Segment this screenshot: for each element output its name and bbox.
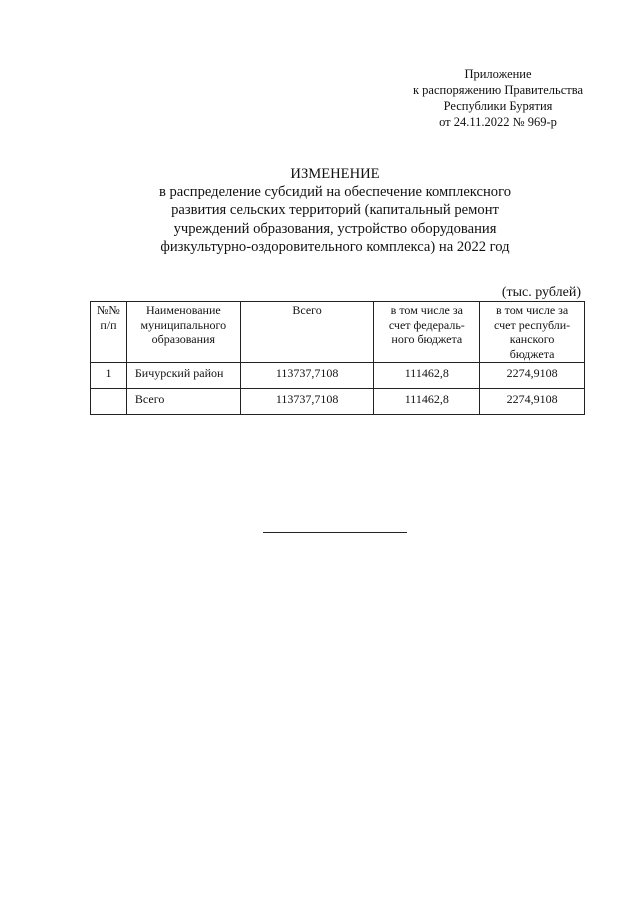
appendix-line-3: Республики Бурятия (443, 99, 553, 113)
cell-num (91, 389, 127, 415)
cell-federal: 111462,8 (374, 363, 480, 389)
appendix-line-1: Приложение (464, 67, 532, 81)
header-municipality (126, 302, 240, 363)
title-heading: ИЗМЕНЕНИЕ (290, 166, 380, 182)
appendix-block (380, 66, 616, 130)
header-text: канского (509, 332, 555, 346)
header-text: образования (151, 332, 215, 346)
header-text: №№ (96, 303, 120, 317)
cell-republic: 2274,9108 (480, 389, 585, 415)
title-line-2: развития сельских территорий (капитальный ремонт (171, 202, 499, 219)
header-text: п/п (100, 317, 117, 332)
cell-total: 113737,7108 (240, 363, 374, 389)
header-num (91, 302, 127, 363)
cell-municipality: Бичурский район (126, 363, 240, 389)
title-line-3: учреждений образования, устройство оборудования (173, 220, 497, 237)
header-text: бюджета (509, 346, 555, 361)
units-label: (тыс. рублей) (501, 285, 581, 300)
cell-municipality: Всего (126, 389, 240, 415)
subsidy-table (90, 301, 585, 415)
header-text: в том числе за (390, 303, 463, 317)
header-text: счет федераль- (388, 317, 465, 332)
header-federal (374, 302, 480, 363)
closing-rule (263, 532, 407, 533)
table-row-total (91, 389, 585, 415)
header-text: счет республи- (494, 317, 571, 332)
header-republic (480, 302, 585, 363)
cell-total: 113737,7108 (240, 389, 374, 415)
header-text: Наименование (145, 303, 221, 317)
header-text: в том числе за (495, 303, 569, 317)
appendix-line-4: от 24.11.2022 № 969-р (439, 115, 557, 129)
appendix-line-2: к распоряжению Правительства (412, 83, 583, 97)
header-total (240, 302, 374, 363)
title-line-1: в распределение субсидий на обеспечение комплексного (158, 184, 512, 201)
header-text: муниципального (140, 317, 227, 332)
header-text: Всего (292, 303, 322, 317)
table-header-row (91, 302, 585, 363)
cell-num: 1 (91, 363, 127, 389)
header-text: ного бюджета (391, 332, 463, 346)
cell-federal: 111462,8 (374, 389, 480, 415)
title-line-4: физкультурно-оздоровительного комплекса) на 2022 год (160, 238, 510, 255)
table-row (91, 363, 585, 389)
document-title (120, 165, 550, 256)
cell-republic: 2274,9108 (480, 363, 585, 389)
